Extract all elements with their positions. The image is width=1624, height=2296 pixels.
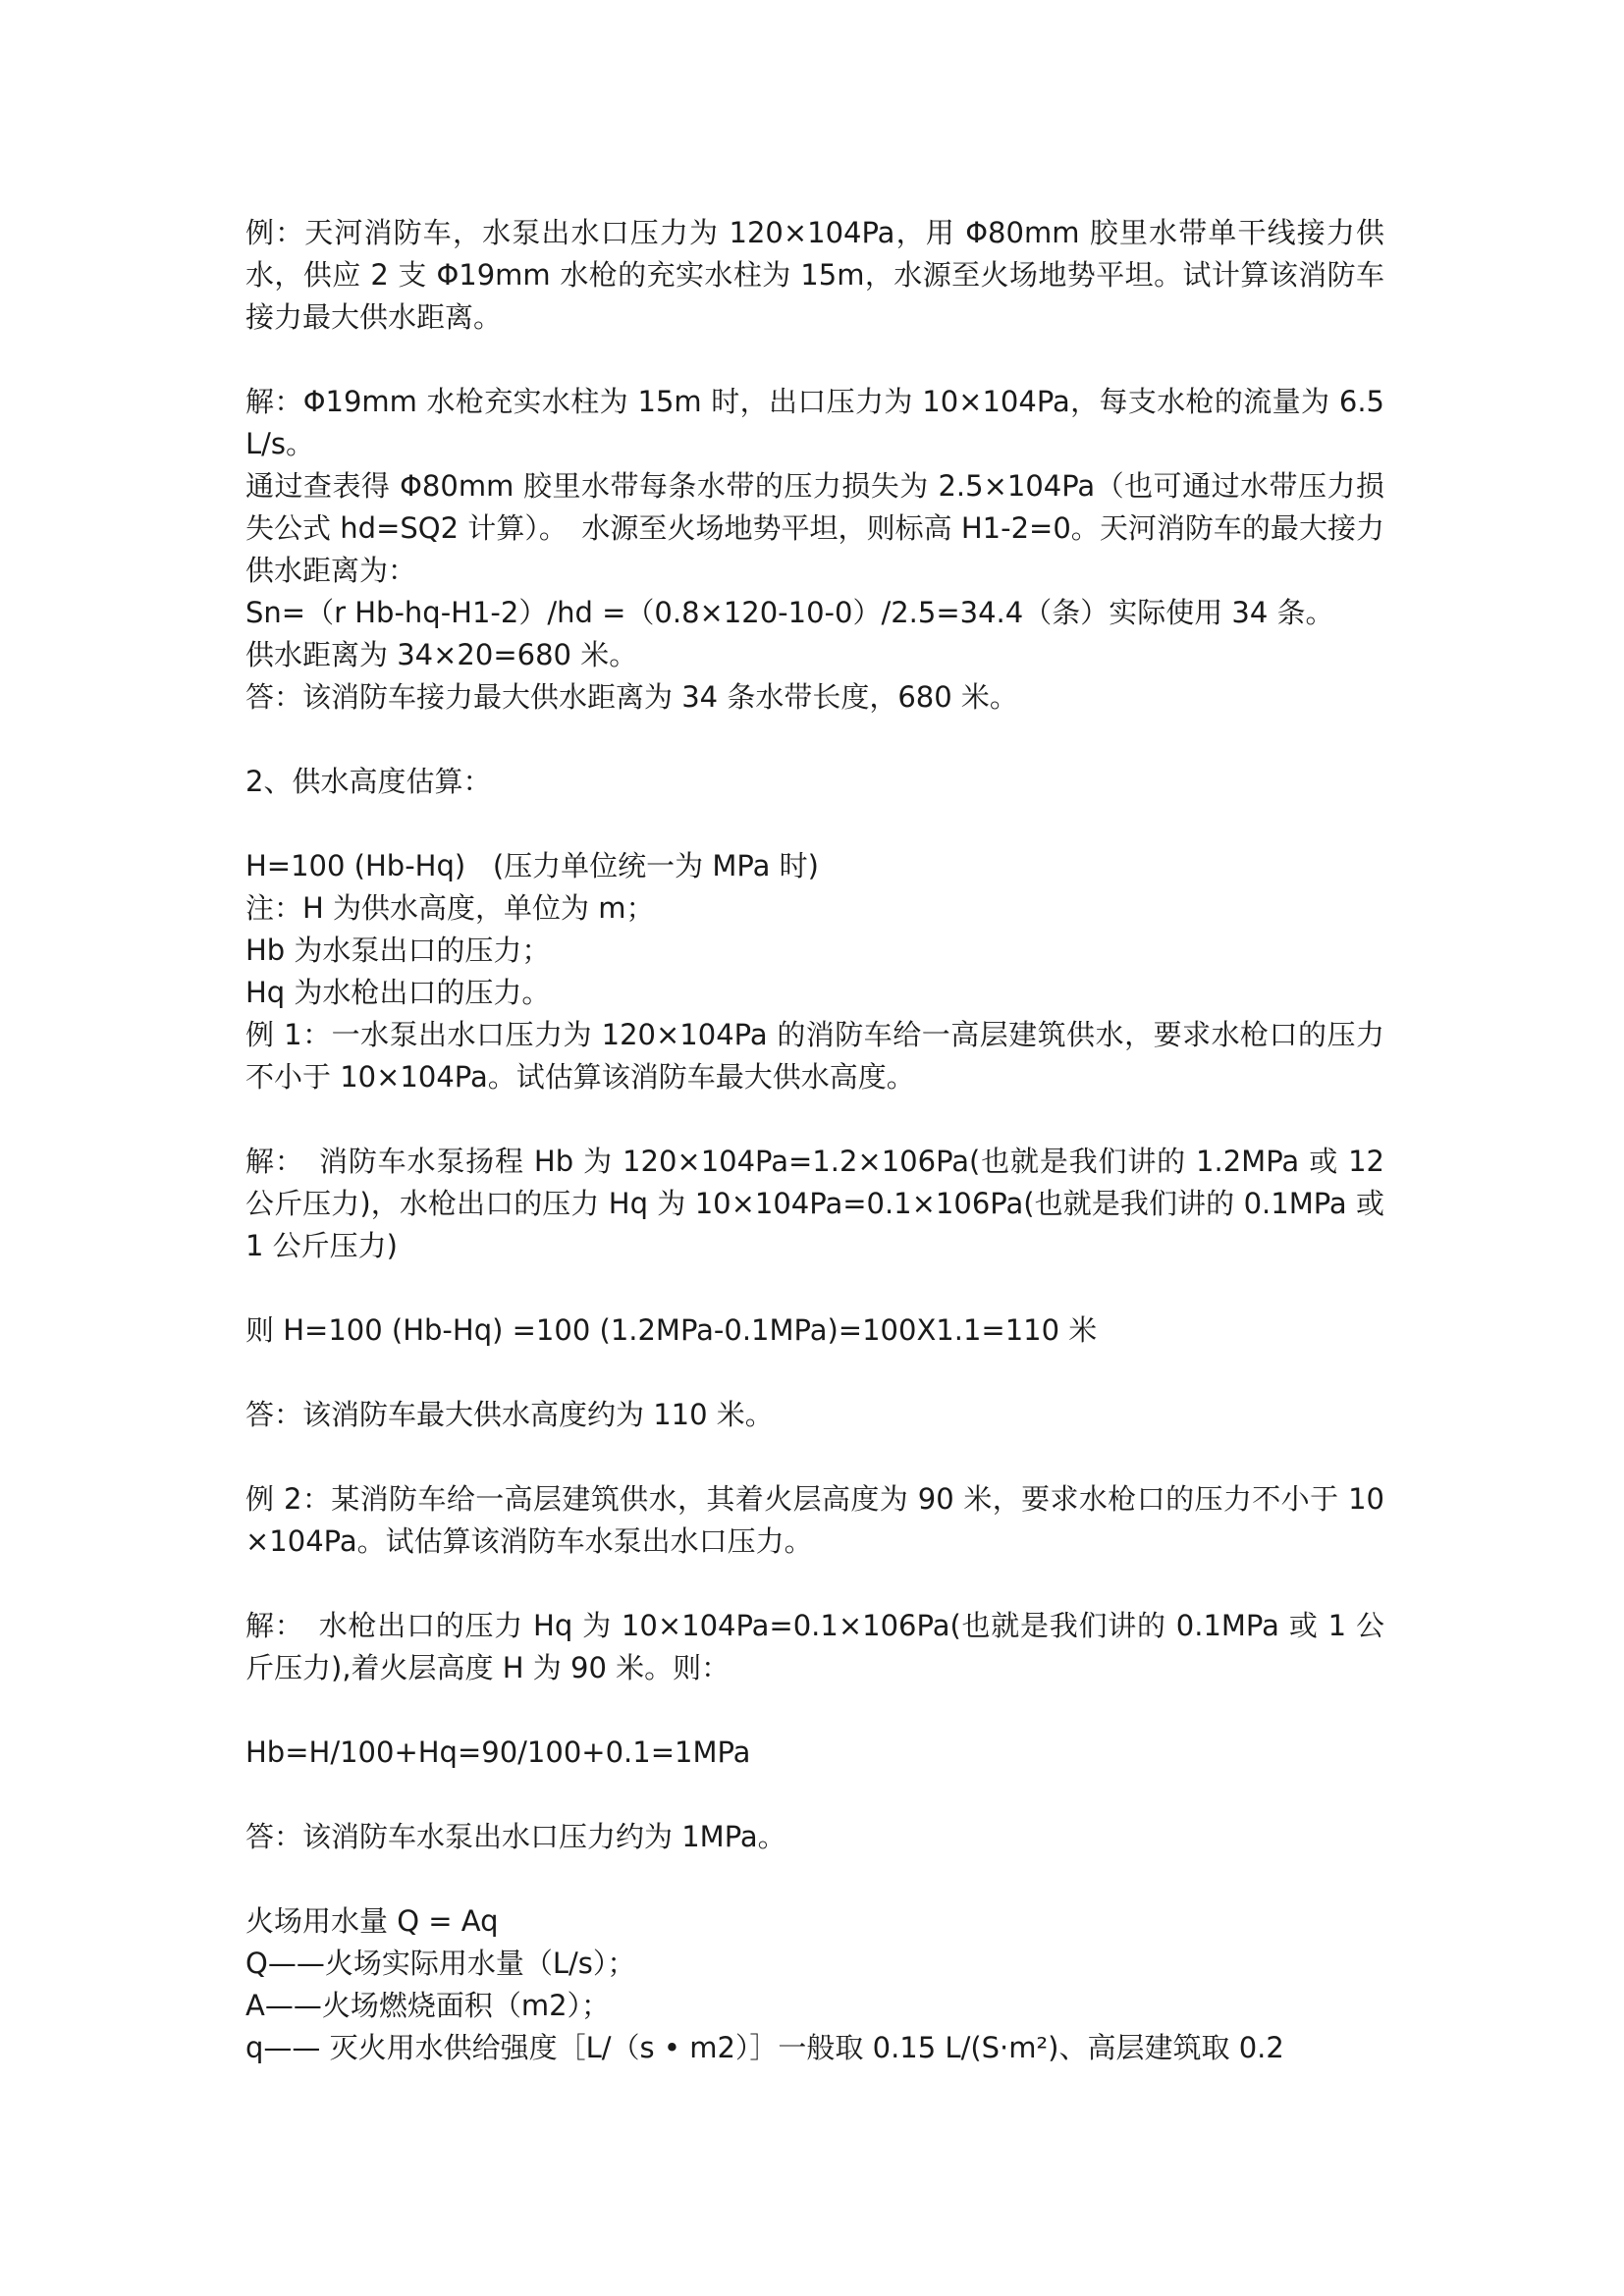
height-example1-answer: 答：该消防车最大供水高度约为 110 米。 (245, 1398, 774, 1431)
water-usage-def-small-q: q—— 灭火用水供给强度［L/（s • m2）］一般取 0.15 L/(S·m²)、高层建筑取 0.2 (245, 2031, 1284, 2064)
spacer (245, 1858, 1384, 1900)
height-example2-calc: Hb=H/100+Hq=90/100+0.1=1MPa (245, 1735, 751, 1769)
water-usage-def-q: Q——火场实际用水量（L/s）； (245, 1947, 636, 1980)
spacer (245, 1436, 1384, 1478)
note-line1: 注：H 为供水高度，单位为 m； (245, 891, 655, 925)
height-example2-answer: 答：该消防车水泵出水口压力约为 1MPa。 (245, 1820, 786, 1853)
height-example2-solution: 解： 水枪出口的压力 Hq 为 10×104Pa=0.1×106Pa(也就是我们讲的 0.1MPa 或 1 公斤压力),着火层高度 H 为 90 米。则： (245, 1609, 1384, 1684)
height-example1-calc: 则 H=100 (Hb-Hq) =100 (1.2MPa-0.1MPa)=100X1.1=110 米 (245, 1313, 1098, 1347)
height-example1-problem: 例 1：一水泵出水口压力为 120×104Pa 的消防车给一高层建筑供水，要求水枪口的压力不小于 10×104Pa。试估算该消防车最大供水高度。 (245, 1018, 1384, 1094)
spacer (245, 803, 1384, 845)
section2-heading: 2、供水高度估算： (245, 765, 492, 798)
example1-solution-line1: 解：Φ19mm 水枪充实水柱为 15m 时，出口压力为 10×104Pa，每支水枪的流量为 6.5L/s。 (245, 385, 1384, 460)
note-line3: Hq 为水枪出口的压力。 (245, 976, 551, 1009)
spacer (245, 339, 1384, 381)
height-formula: H=100 (Hb-Hq) (压力单位统一为 MPa 时) (245, 849, 819, 882)
example1-answer: 答：该消防车接力最大供水距离为 34 条水带长度，680 米。 (245, 680, 1018, 714)
document-body (245, 212, 1394, 2069)
water-usage-def-a: A——火场燃烧面积（m2）； (245, 1989, 611, 2022)
water-usage-formula: 火场用水量 Q = Aq (245, 1904, 499, 1938)
height-example1-solution: 解： 消防车水泵扬程 Hb 为 120×104Pa=1.2×106Pa(也就是我们讲的 1.2MPa 或 12 公斤压力)，水枪出口的压力 Hq 为 10×104Pa=0.1×106Pa(也就是我们讲的 0.1MPa 或 1 公斤压力) (245, 1145, 1394, 1262)
example1-formula: Sn=（r Hb-hq-H1-2）/hd =（0.8×120-10-0）/2.5=34.4（条）实际使用 34 条。 (245, 596, 1334, 629)
note-line2: Hb 为水泵出口的压力； (245, 934, 551, 967)
spacer (245, 719, 1384, 761)
spacer (245, 1689, 1384, 1732)
spacer (245, 1267, 1384, 1309)
spacer (245, 1774, 1384, 1816)
height-example2-problem: 例 2：某消防车给一高层建筑供水，其着火层高度为 90 米，要求水枪口的压力不小于 10×104Pa。试估算该消防车水泵出水口压力。 (245, 1482, 1384, 1558)
example1-problem: 例：天河消防车，水泵出水口压力为 120×104Pa，用 Φ80mm 胶里水带单干线接力供水，供应 2 支 Φ19mm 水枪的充实水柱为 15m，水源至火场地势平坦。试计算该消防车接力最大供水距离。 (245, 216, 1384, 334)
example1-solution-line2: 通过查表得 Φ80mm 胶里水带每条水带的压力损失为 2.5×104Pa（也可通过水带压力损失公式 hd=SQ2 计算）。 水源至火场地势平坦，则标高 H1-2=0。天河消防车的最大接力供水距离为： (245, 469, 1384, 587)
spacer (245, 1563, 1384, 1605)
spacer (245, 1352, 1384, 1394)
example1-distance: 供水距离为 34×20=680 米。 (245, 638, 638, 671)
spacer (245, 1098, 1384, 1141)
